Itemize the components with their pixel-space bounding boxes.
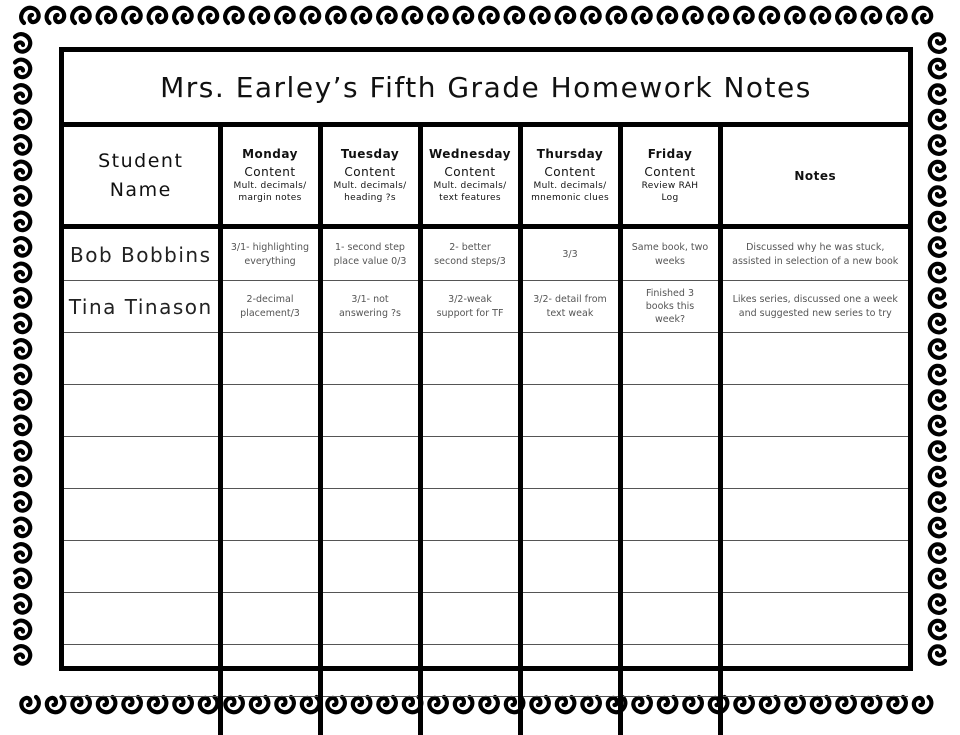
monday-cell (220, 281, 320, 333)
swirl-icon (15, 289, 30, 307)
entry-line: 3/1- not (327, 293, 414, 306)
swirl-icon (21, 8, 39, 23)
swirl-icon (812, 8, 830, 23)
swirl-icon (225, 8, 243, 23)
empty-row (64, 489, 908, 541)
swirl-icon (480, 8, 498, 23)
swirl-icon (15, 136, 30, 154)
entry-line: answering ?s (327, 307, 414, 320)
friday-cell (620, 281, 720, 333)
entry-line: books this (627, 300, 714, 313)
monday-header (220, 127, 320, 227)
notes-cell (720, 281, 908, 333)
swirl-icon (15, 162, 30, 180)
empty-row (64, 437, 908, 489)
swirl-icon (930, 417, 945, 435)
swirl-icon (429, 8, 447, 23)
swirl-icon (930, 289, 945, 307)
swirl-icon (930, 621, 945, 639)
day-label: Tuesday (323, 146, 418, 163)
content-label: Content (423, 164, 518, 181)
swirl-icon (888, 8, 906, 23)
swirl-icon (174, 8, 192, 23)
swirl-icon (15, 468, 30, 486)
entry-line: Same book, two (627, 241, 714, 254)
day-label: Friday (623, 146, 718, 163)
swirl-icon (633, 8, 651, 23)
student-name-cell: Tina Tinason (64, 281, 220, 333)
notes-table (64, 127, 908, 735)
topic-line: text features (423, 193, 518, 205)
swirl-icon (710, 8, 728, 23)
entry-line: 3/3 (527, 248, 614, 261)
swirl-icon (15, 60, 30, 78)
entry-line: Finished 3 (627, 287, 714, 300)
swirl-icon (930, 85, 945, 103)
friday-header (620, 127, 720, 227)
topic-line: heading ?s (323, 193, 418, 205)
tuesday-cell (320, 227, 420, 281)
swirl-icon (15, 111, 30, 129)
swirl-icon (251, 8, 269, 23)
wednesday-header (420, 127, 520, 227)
swirl-icon (15, 417, 30, 435)
swirl-icon (404, 8, 422, 23)
swirl-icon (930, 493, 945, 511)
swirl-icon (557, 8, 575, 23)
swirl-icon (15, 544, 30, 562)
swirl-icon (15, 493, 30, 511)
topic-line: margin notes (223, 193, 318, 205)
content-label: Content (623, 164, 718, 181)
topic-line: Log (623, 193, 718, 205)
entry-line: support for TF (427, 307, 514, 320)
empty-row (64, 333, 908, 385)
wednesday-cell (420, 227, 520, 281)
entry-line: second steps/3 (427, 255, 514, 268)
entry-line: 1- second step (327, 241, 414, 254)
topic-line: Mult. decimals/ (423, 181, 518, 193)
swirl-icon (786, 8, 804, 23)
swirl-icon (735, 8, 753, 23)
swirl-icon (15, 391, 30, 409)
swirl-icon (98, 8, 116, 23)
entry-line: 2- better (427, 241, 514, 254)
swirl-icon (914, 8, 932, 23)
swirl-icon (15, 238, 30, 256)
entry-line: everything (227, 255, 314, 268)
swirl-icon (15, 34, 30, 52)
entry-line: placement/3 (227, 307, 314, 320)
swirl-icon (15, 264, 30, 282)
swirl-icon (15, 646, 30, 664)
swirl-icon (930, 391, 945, 409)
swirl-icon (378, 8, 396, 23)
empty-row (64, 645, 908, 697)
friday-cell (620, 227, 720, 281)
swirl-icon (930, 238, 945, 256)
notes-cell (720, 227, 908, 281)
swirl-icon (930, 646, 945, 664)
swirl-icon (930, 264, 945, 282)
swirl-icon (15, 340, 30, 358)
thursday-header (520, 127, 620, 227)
swirl-icon (15, 85, 30, 103)
monday-cell (220, 227, 320, 281)
notes-header-label: Notes (723, 169, 909, 183)
swirl-icon (930, 340, 945, 358)
tuesday-header (320, 127, 420, 227)
swirl-icon (930, 468, 945, 486)
empty-row (64, 385, 908, 437)
swirl-icon (608, 8, 626, 23)
swirl-icon (930, 34, 945, 52)
sheet-title: Mrs. Earley’s Fifth Grade Homework Notes (64, 52, 908, 127)
swirl-icon (327, 8, 345, 23)
swirl-icon (15, 570, 30, 588)
swirl-icon (930, 544, 945, 562)
entry-line: assisted in selection of a new book (727, 255, 905, 268)
swirl-icon (659, 8, 677, 23)
swirl-icon (930, 187, 945, 205)
swirl-icon (276, 8, 294, 23)
wednesday-cell (420, 281, 520, 333)
swirl-icon (455, 8, 473, 23)
swirl-icon (930, 570, 945, 588)
swirl-icon (863, 8, 881, 23)
tuesday-cell (320, 281, 420, 333)
swirl-icon (72, 8, 90, 23)
swirl-icon (506, 8, 524, 23)
entry-line: weeks (627, 255, 714, 268)
swirl-icon (930, 366, 945, 384)
entry-line: text weak (527, 307, 614, 320)
swirl-icon (531, 8, 549, 23)
empty-row (64, 593, 908, 645)
day-label: Monday (223, 146, 318, 163)
day-label: Thursday (523, 146, 618, 163)
student-name-cell: Bob Bobbins (64, 227, 220, 281)
topic-line: Mult. decimals/ (323, 181, 418, 193)
content-label: Content (323, 164, 418, 181)
swirl-icon (47, 697, 65, 712)
entry-line: place value 0/3 (327, 255, 414, 268)
header-row (64, 127, 908, 227)
topic-line: Mult. decimals/ (523, 181, 618, 193)
table-row (64, 281, 908, 333)
swirl-icon (200, 8, 218, 23)
swirl-icon (15, 621, 30, 639)
swirl-icon (930, 136, 945, 154)
student-header-line2: Name (64, 176, 218, 205)
student-header-line1: Student (64, 147, 218, 176)
entry-line: 3/2-weak (427, 293, 514, 306)
thursday-cell (520, 281, 620, 333)
swirl-icon (684, 8, 702, 23)
entry-line: week? (627, 313, 714, 326)
swirl-icon (21, 697, 39, 712)
swirl-icon (123, 8, 141, 23)
entry-line: and suggested new series to try (727, 307, 905, 320)
entry-line: 3/2- detail from (527, 293, 614, 306)
notes-sheet (59, 47, 913, 671)
swirl-icon (837, 8, 855, 23)
swirl-icon (761, 8, 779, 23)
entry-line: Likes series, discussed one a week (727, 293, 905, 306)
thursday-cell (520, 227, 620, 281)
swirl-icon (15, 366, 30, 384)
swirl-icon (15, 595, 30, 613)
swirl-icon (930, 315, 945, 333)
empty-row (64, 541, 908, 593)
swirl-icon (15, 187, 30, 205)
swirl-icon (930, 519, 945, 537)
swirl-icon (914, 697, 932, 712)
swirl-icon (15, 315, 30, 333)
entry-line: 2-decimal (227, 293, 314, 306)
swirl-icon (930, 111, 945, 129)
notes-header (720, 127, 908, 227)
swirl-icon (15, 213, 30, 231)
student-name-header (64, 127, 220, 227)
swirl-icon (582, 8, 600, 23)
content-label: Content (223, 164, 318, 181)
swirl-icon (930, 213, 945, 231)
entry-line: Discussed why he was stuck, (727, 241, 905, 254)
day-label: Wednesday (423, 146, 518, 163)
swirl-icon (149, 8, 167, 23)
swirl-icon (353, 8, 371, 23)
topic-line: mnemonic clues (523, 193, 618, 205)
content-label: Content (523, 164, 618, 181)
swirl-icon (930, 162, 945, 180)
topic-line: Review RAH (623, 181, 718, 193)
swirl-icon (930, 595, 945, 613)
swirl-icon (930, 60, 945, 78)
swirl-icon (15, 442, 30, 460)
swirl-icon (47, 8, 65, 23)
entry-line: 3/1- highlighting (227, 241, 314, 254)
swirl-icon (930, 442, 945, 460)
empty-row (64, 697, 908, 735)
swirl-icon (15, 519, 30, 537)
swirl-icon (302, 8, 320, 23)
topic-line: Mult. decimals/ (223, 181, 318, 193)
table-row (64, 227, 908, 281)
